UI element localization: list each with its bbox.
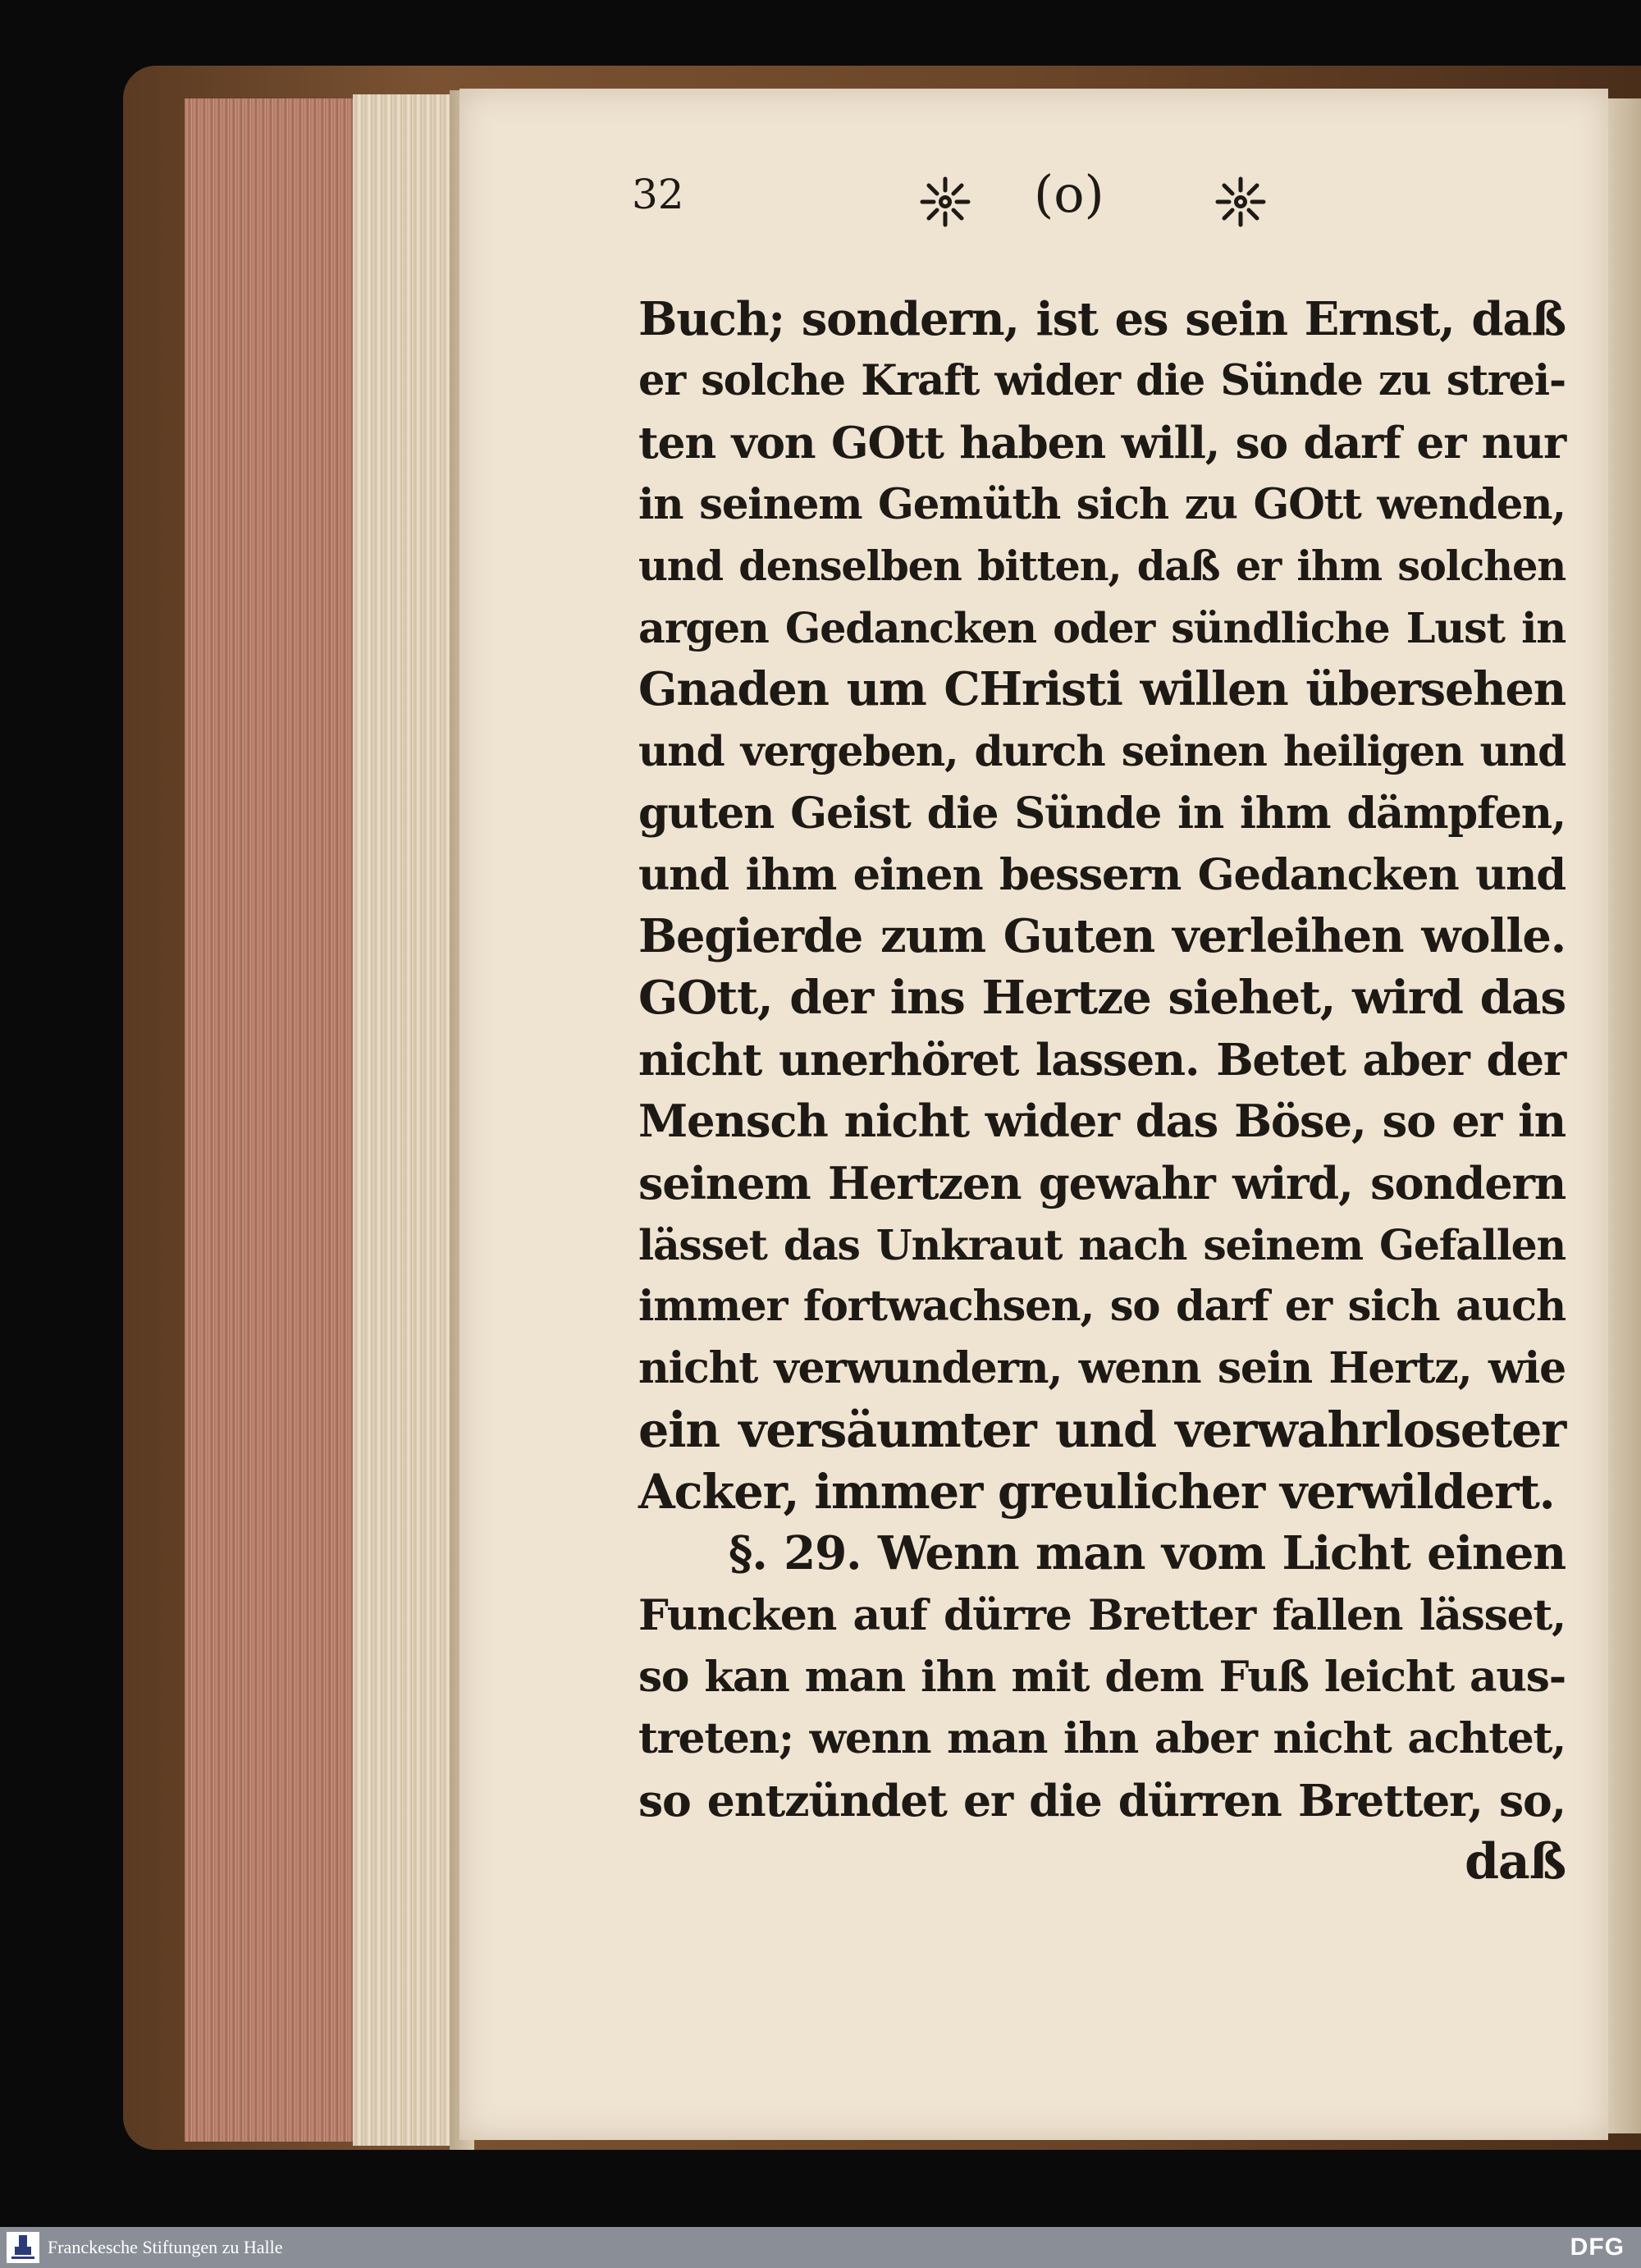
text-line: Mensch nicht wider das Böse, so er in [638, 1095, 1566, 1148]
text-line: treten; wenn man ihn aber nicht achtet, [638, 1713, 1566, 1764]
text-line: immer fortwachsen, so darf er sich auch [638, 1282, 1566, 1331]
text-line: Buch; sondern, ist es sein Ernst, daß [638, 292, 1566, 346]
right-page-edge [1604, 98, 1641, 2133]
text-line: er solche Kraft wider die Sünde zu strei- [638, 356, 1566, 406]
text-line: Begierde zum Guten verleihen wolle. [638, 909, 1566, 963]
institution-logo-icon [7, 2232, 39, 2263]
text-line: und ihm einen bessern Gedancken und [638, 848, 1566, 900]
body-text [638, 289, 1566, 1893]
text-line: so entzündet er die dürren Bretter, so, [638, 1774, 1566, 1827]
text-line: Acker, immer greulicher verwildert. [638, 1463, 1555, 1520]
text-line: und vergeben, durch seinen heiligen und [638, 727, 1566, 776]
text-line: so kan man ihn mit dem Fuß leicht aus- [638, 1652, 1566, 1703]
dfg-logo: DFG [1570, 2234, 1625, 2261]
catchword: daß [1465, 1832, 1566, 1891]
text-line: und denselben bitten, daß er ihm solchen [638, 542, 1566, 590]
text-line: GOtt, der ins Hertze siehet, wird das [638, 971, 1566, 1026]
text-line: Gnaden um CHristi willen übersehen [638, 663, 1566, 717]
header-center-mark: (o) [1034, 164, 1104, 224]
footer-bar [0, 2227, 1641, 2268]
text-line: argen Gedancken oder sündliche Lust in [638, 602, 1566, 652]
text-line: ten von GOtt haben will, so darf er nur [638, 417, 1566, 469]
text-line: seinem Hertzen gewahr wird, sondern [638, 1156, 1566, 1209]
flower-ornament-icon [1214, 176, 1267, 228]
paragraph-29-start: §. 29. Wenn man vom Licht einen [729, 1525, 1566, 1580]
institution-name: Franckesche Stiftungen zu Halle [48, 2237, 283, 2257]
text-line: ein versäumter und verwahrloseter [638, 1401, 1566, 1459]
text-line: nicht verwundern, wenn sein Hertz, wie [638, 1343, 1566, 1394]
text-line: in seinem Gemüth sich zu GOtt wenden, [638, 479, 1566, 529]
text-line: guten Geist die Sünde in ihm dämpfen, [638, 788, 1566, 839]
page-number: 32 [632, 171, 684, 218]
flower-ornament-icon [919, 176, 971, 228]
text-line: lässet das Unkraut nach seinem Gefallen [638, 1220, 1566, 1269]
page-header [632, 164, 1370, 238]
text-line: Funcken auf dürre Bretter fallen lässet, [638, 1589, 1566, 1640]
text-line: nicht unerhöret lassen. Betet aber der [638, 1034, 1566, 1086]
